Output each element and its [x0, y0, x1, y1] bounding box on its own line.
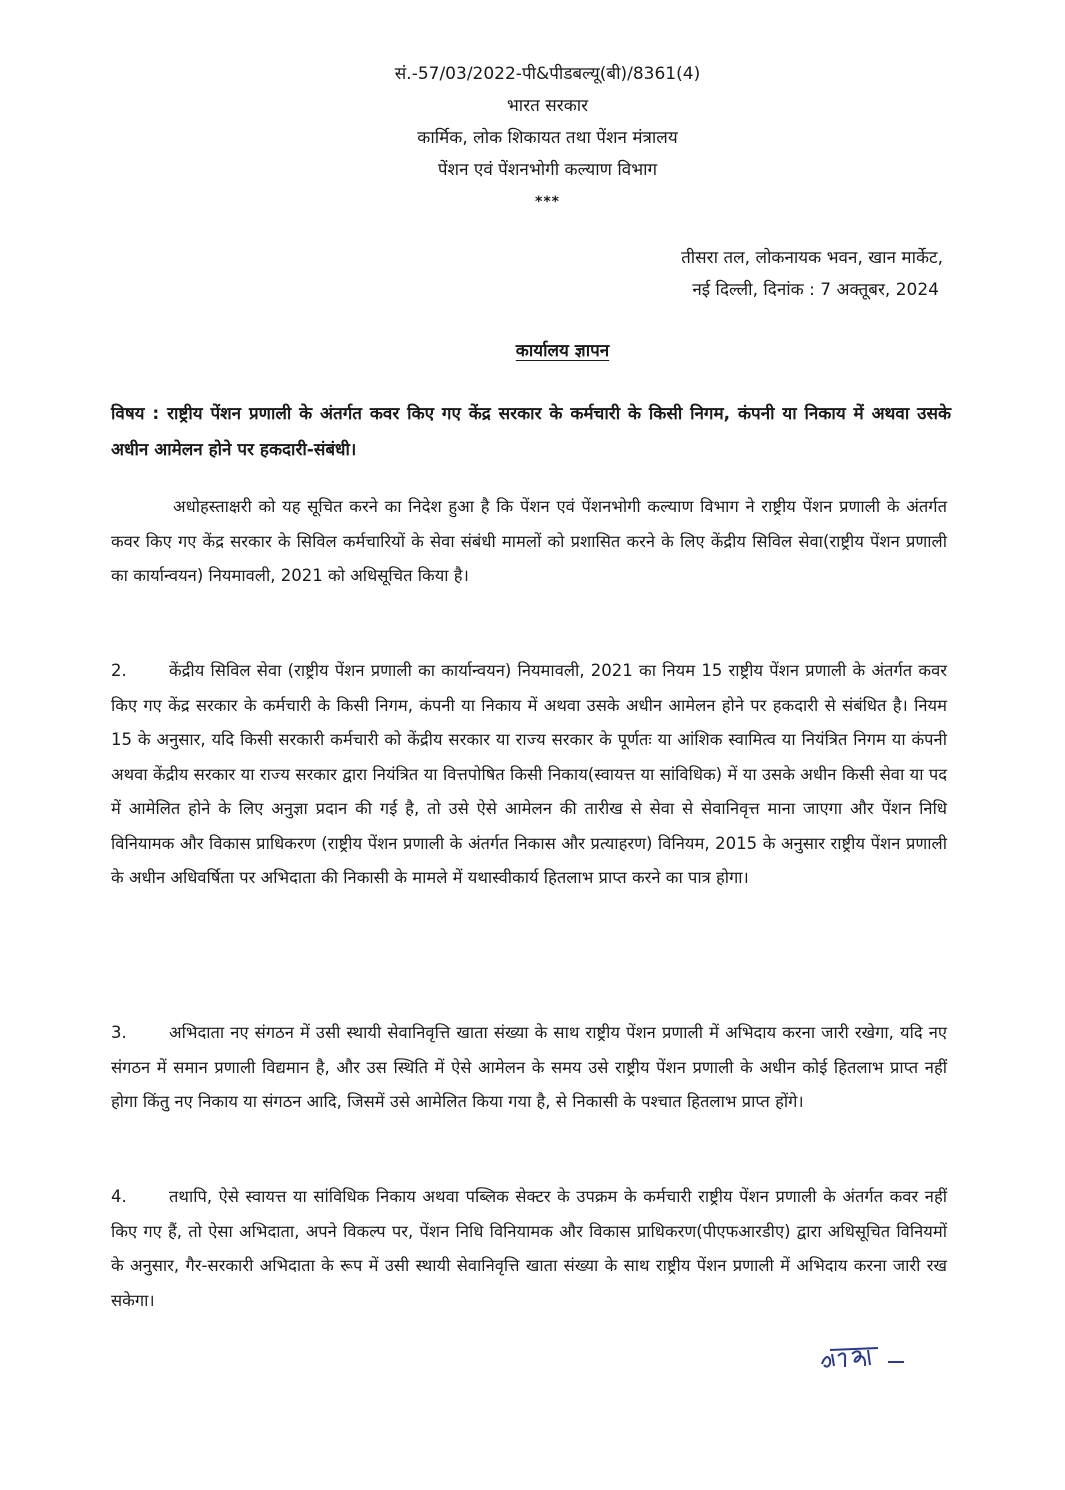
- paragraph-4: [111, 1180, 947, 1318]
- department-name: पेंशन एवं पेंशनभोगी कल्याण विभाग: [437, 160, 658, 180]
- reference-number: सं.-57/03/2022-पी&पीडबल्यू(बी)/8361(4): [394, 64, 701, 84]
- address-date-line: नई दिल्ली, दिनांक : 7 अक्तूबर, 2024: [692, 280, 939, 300]
- paragraph-2: [111, 654, 947, 896]
- memo-title-text: कार्यालय ज्ञापन: [515, 341, 610, 361]
- letter-header: [0, 58, 1065, 218]
- paragraph-1-text: अधोहस्ताक्षरी को यह सूचित करने का निदेश हुआ है कि पेंशन एवं पेंशनभोगी कल्याण विभाग ने राष्ट्रीय पेंशन प्रणाली के अंतर्गत कवर किए गए केंद्र सरकार के सिविल कर्मचारियों के सेवा संबंधी मामलों को प्रशासित करने के लिए केंद्रीय सिविल सेवा(राष्ट्रीय पेंशन प्रणाली का कार्यान्वयन) नियमावली, 2021 को अधिसूचित किया है।: [111, 497, 947, 585]
- handwritten-signature: [818, 1332, 928, 1376]
- address-line-1: तीसरा तल, लोकनायक भवन, खान मार्केट,: [681, 248, 943, 268]
- paragraph-3-text: अभिदाता नए संगठन में उसी स्थायी सेवानिवृत्ति खाता संख्या के साथ राष्ट्रीय पेंशन प्रणाली में अभिदाय करना जारी रखेगा, यदि नए संगठन में समान प्रणाली विद्यमान है, और उस स्थिति में ऐसे आमेलन के समय उसे राष्ट्रीय पेंशन प्रणाली के अधीन कोई हितलाभ प्राप्त नहीं होगा किंतु नए निकाय या संगठन आदि, जिसमें उसे आमेलित किया गया है, से निकासी के पश्चात हितलाभ प्राप्त होंगे।: [111, 1023, 947, 1111]
- subject-line: विषय : राष्ट्रीय पेंशन प्रणाली के अंतर्गत कवर किए गए केंद्र सरकार के कर्मचारी के किसी निगम, कंपनी या निकाय में अथवा उसके अधीन आमेलन होने पर हकदारी-संबंधी।: [111, 404, 951, 460]
- paragraph-3: [111, 1016, 947, 1120]
- paragraph-1: [111, 490, 947, 594]
- government-name: भारत सरकार: [506, 96, 589, 116]
- separator: ***: [535, 194, 560, 210]
- address-block: [681, 242, 943, 306]
- paragraph-2-text: केंद्रीय सिविल सेवा (राष्ट्रीय पेंशन प्रणाली का कार्यान्वयन) नियमावली, 2021 का नियम 15 राष्ट्रीय पेंशन प्रणाली के अंतर्गत कवर किए गए केंद्र सरकार के कर्मचारी के किसी निगम, कंपनी या निकाय में अथवा उसके अधीन आमेलन होने पर हकदारी से संबंधित है। नियम 15 के अनुसार, यदि किसी सरकारी कर्मचारी को केंद्रीय सरकार या राज्य सरकार के पूर्णतः या आंशिक स्वामित्व या नियंत्रित निगम या कंपनी अथवा केंद्रीय सरकार या राज्य सरकार द्वारा नियंत्रित या वित्तपोषित किसी निकाय(स्वायत्त या सांविधिक) में या उसके अधीन किसी सेवा या पद में आमेलित होने के लिए अनुज्ञा प्रदान की गई है, तो उसे ऐसे आमेलन की तारीख से सेवा से सेवानिवृत्त माना जाएगा और पेंशन निधि विनियामक और विकास प्राधिकरण (राष्ट्रीय पेंशन प्रणाली के अंतर्गत निकास और प्रत्याहरण) विनियम, 2015 के अनुसार राष्ट्रीय पेंशन प्रणाली के अधीन अधिवर्षिता पर अभिदाता की निकासी के मामले में यथास्वीकार्य हितलाभ प्राप्त करने का पात्र होगा।: [111, 661, 947, 887]
- paragraph-4-text: तथापि, ऐसे स्वायत्त या सांविधिक निकाय अथवा पब्लिक सेक्टर के उपक्रम के कर्मचारी राष्ट्रीय पेंशन प्रणाली के अंतर्गत कवर नहीं किए गए हैं, तो ऐसा अभिदाता, अपने विकल्प पर, पेंशन निधि विनियामक और विकास प्राधिकरण(पीएफआरडीए) द्वारा अधिसूचित विनियमों के अनुसार, गैर-सरकारी अभिदाता के रूप में उसी स्थायी सेवानिवृत्ति खाता संख्या के साथ राष्ट्रीय पेंशन प्रणाली में अभिदाय करना जारी रख सकेगा।: [111, 1187, 947, 1310]
- memo-title: [0, 338, 1065, 361]
- paragraph-number: 3.: [111, 1023, 127, 1042]
- ministry-name: कार्मिक, लोक शिकायत तथा पेंशन मंत्रालय: [417, 128, 678, 148]
- paragraph-number: 2.: [111, 661, 127, 680]
- paragraph-number: 4.: [111, 1187, 127, 1206]
